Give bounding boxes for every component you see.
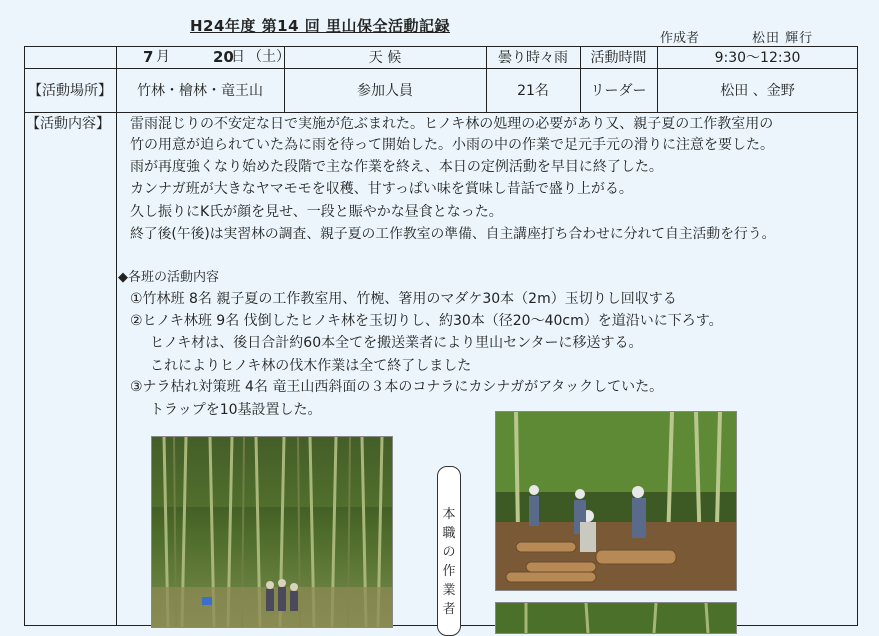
group-line: トラップを10基設置した。 xyxy=(150,402,322,418)
date-day: 20 xyxy=(213,48,234,66)
place-label: 【活動場所】 xyxy=(28,83,112,99)
group-line: これによりヒノキ林の伐木作業は全て終了しました xyxy=(150,358,472,374)
place-value: 竹林・檜林・竜王山 xyxy=(137,83,263,99)
caption-char: の xyxy=(442,545,456,560)
group-line: ヒノキ材は、後日合計約60本全てを搬送業者により里山センターに移送する。 xyxy=(150,335,643,351)
row-divider xyxy=(24,112,858,113)
caption-box xyxy=(437,466,461,636)
content-line: 終了後(午後)は実習林の調査、親子夏の工作教室の準備、自主講座打ち合わせに分れて自主活動を行う。 xyxy=(130,226,776,242)
participants-value: 21名 xyxy=(517,83,549,99)
content-line: カンナガ班が大きなヤマモモを収穫、甘すっぱい味を賞味し昔話で盛り上がる。 xyxy=(130,181,633,197)
content-line: 竹の用意が迫られていた為に雨を待って開始した。小雨の中の作業で足元手元の滑りに注意を要した。 xyxy=(130,137,774,153)
leader-label: リーダー xyxy=(590,83,647,99)
weather-value: 曇り時々雨 xyxy=(498,50,568,66)
forest-photo xyxy=(495,602,737,634)
caption-char: 業 xyxy=(442,583,456,598)
date-month-unit: 月 xyxy=(156,49,170,65)
date-weekday: （土） xyxy=(248,49,290,65)
author-name: 松田 輝行 xyxy=(752,31,814,46)
caption-char: 者 xyxy=(442,602,456,617)
weather-label: 天 候 xyxy=(368,50,402,66)
content-line: 久し振りにK氏が顔を見せ、一段と賑やかな昼食となった。 xyxy=(130,204,503,220)
caption-char: 作 xyxy=(442,564,456,579)
caption-char: 職 xyxy=(442,526,456,541)
bamboo-forest-photo xyxy=(151,436,393,628)
content-line: 雷雨混じりの不安定な日で実施が危ぶまれた。ヒノキ林の処理の必要があり又、親子夏の工作教室用の xyxy=(130,116,774,132)
author-label: 作成者 xyxy=(660,31,700,46)
time-value: 9:30～12:30 xyxy=(714,50,801,66)
caption-char: 本 xyxy=(442,507,456,522)
date-day-unit: 日 xyxy=(231,49,245,65)
col-divider xyxy=(116,46,117,626)
page-title: H24年度 第14 回 里山保全活動記録 xyxy=(190,17,450,35)
time-label: 活動時間 xyxy=(590,50,647,66)
leader-value: 松田 、金野 xyxy=(720,83,795,99)
groups-heading: ◆各班の活動内容 xyxy=(118,270,219,285)
group-line: ③ナラ枯れ対策班 4名 竜王山西斜面の３本のコナラにカシナガがアタックしていた。 xyxy=(130,379,664,395)
participants-label: 参加人員 xyxy=(357,83,413,99)
group-line: ①竹林班 8名 親子夏の工作教室用、竹椀、箸用のマダケ30本（2m）玉切りし回収する xyxy=(130,291,677,307)
date-month: 7 xyxy=(143,48,154,66)
content-line: 雨が再度強くなり始めた段階で主な作業を終え、本日の定例活動を早目に終了した。 xyxy=(130,159,663,175)
cypress-work-photo xyxy=(495,411,737,591)
group-line: ②ヒノキ林班 9名 伐倒したヒノキ林を玉切りし、約30本（径20～40cm）を道沿いに下ろす。 xyxy=(130,313,723,329)
content-label: 【活動内容】 xyxy=(26,116,110,132)
